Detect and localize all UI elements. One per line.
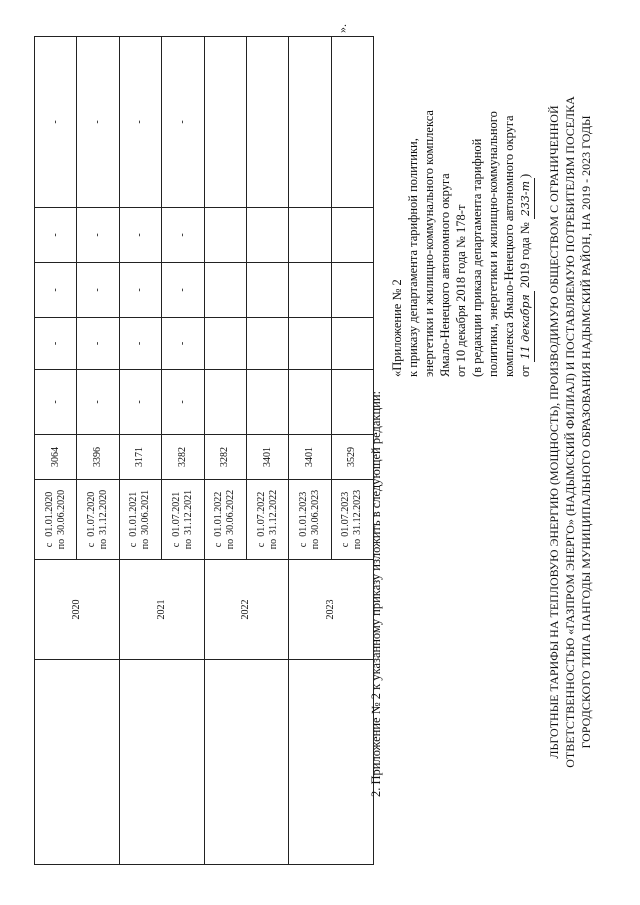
blank-cell xyxy=(289,660,374,865)
dash-cell xyxy=(204,208,246,263)
dash-cell xyxy=(289,37,331,208)
period-from xyxy=(213,480,225,559)
dash-cell xyxy=(289,208,331,263)
dash-cell xyxy=(331,37,373,208)
dash-cell xyxy=(204,37,246,208)
tariff-cell: 3401 xyxy=(246,435,288,480)
dash-cell: - xyxy=(162,263,204,318)
date-prefix: от xyxy=(518,365,532,377)
period-from xyxy=(256,480,268,559)
to-label: по xyxy=(98,538,110,550)
period-cell xyxy=(289,480,331,560)
table-row xyxy=(119,37,161,865)
title-line: ОТВЕТСТВЕННОСТЬЮ «ГАЗПРОМ ЭНЕРГО» (НАДЫМСКИЙ ФИЛИАЛ) И ПОСТАВЛЯЕМУЮ ПОТРЕБИТЕЛЯМ ПОСЕЛКА xyxy=(563,96,577,768)
dash-cell xyxy=(331,318,373,370)
table-row xyxy=(204,37,246,865)
dash-cell: - xyxy=(119,370,161,435)
dash-cell xyxy=(331,263,373,318)
year-cell: 2020 xyxy=(35,560,120,660)
to-label: по xyxy=(140,538,152,550)
from-date: 01.01.2022 xyxy=(213,491,225,537)
period-from xyxy=(44,480,56,559)
dash-cell: - xyxy=(77,263,119,318)
from-label: с xyxy=(43,542,55,548)
dash-cell: - xyxy=(35,318,77,370)
period-to xyxy=(140,480,152,559)
dash-cell xyxy=(246,370,288,435)
period-to xyxy=(98,480,110,559)
blank-cell xyxy=(35,660,120,865)
date-close: ) xyxy=(518,173,532,178)
appendix-line: к приказу департамента тарифной политики, xyxy=(406,138,420,377)
dash-cell xyxy=(204,263,246,318)
tariff-cell: 3529 xyxy=(331,435,373,480)
dash-cell: - xyxy=(162,37,204,208)
tariff-cell: 3064 xyxy=(35,435,77,480)
to-label: по xyxy=(309,538,321,550)
period-from xyxy=(298,480,310,559)
to-date: 30.06.2023 xyxy=(309,489,321,535)
dash-cell: - xyxy=(119,263,161,318)
from-date: 01.07.2020 xyxy=(86,491,98,537)
period-cell xyxy=(162,480,204,560)
dash-cell: - xyxy=(35,370,77,435)
dash-cell xyxy=(246,37,288,208)
period-from xyxy=(340,480,352,559)
from-label: с xyxy=(128,542,140,548)
from-label: с xyxy=(255,542,267,548)
appendix-line: Ямало-Ненецкого автономного округа xyxy=(438,173,452,377)
appendix-line: политики, энергетики и жилищно-коммунального xyxy=(486,111,500,377)
dash-cell: - xyxy=(77,37,119,208)
dash-cell xyxy=(289,370,331,435)
period-to xyxy=(268,480,280,559)
dash-cell: - xyxy=(162,208,204,263)
dash-cell xyxy=(246,208,288,263)
dash-cell: - xyxy=(35,263,77,318)
appendix-line: комплекса Ямало-Ненецкого автономного округа xyxy=(502,115,516,377)
tariff-cell: 3282 xyxy=(204,435,246,480)
dash-cell: - xyxy=(119,208,161,263)
title-line: ГОРОДСКОГО ТИПА ПАНГОДЫ МУНИЦИПАЛЬНОГО ОБРАЗОВАНИЯ НАДЫМСКИЙ РАЙОН, НА 2019 - 2023 ГОДЫ xyxy=(579,115,593,749)
from-label: с xyxy=(340,542,352,548)
dash-cell: - xyxy=(162,318,204,370)
dash-cell xyxy=(204,370,246,435)
period-cell xyxy=(77,480,119,560)
from-date: 01.07.2021 xyxy=(170,491,182,537)
period-to xyxy=(225,480,237,559)
appendix-line: от 10 декабря 2018 года № 178-т xyxy=(454,204,468,377)
from-label: с xyxy=(170,542,182,548)
to-date: 31.12.2023 xyxy=(352,489,364,535)
period-from xyxy=(128,480,140,559)
dash-cell xyxy=(246,318,288,370)
to-date: 30.06.2020 xyxy=(55,489,67,535)
year-cell: 2023 xyxy=(289,560,374,660)
from-label: с xyxy=(297,542,309,548)
tariff-cell: 3401 xyxy=(289,435,331,480)
closing-quote: ». xyxy=(335,24,349,33)
year-cell: 2021 xyxy=(119,560,204,660)
from-date: 01.07.2023 xyxy=(340,491,352,537)
period-from xyxy=(171,480,183,559)
period-from xyxy=(86,480,98,559)
to-label: по xyxy=(352,538,364,550)
from-date: 01.07.2022 xyxy=(255,491,267,537)
year-cell: 2022 xyxy=(204,560,289,660)
to-date: 30.06.2022 xyxy=(225,489,237,535)
to-label: по xyxy=(55,538,67,550)
amendment-intro: 2. Приложение № 2 к указанному приказу изложить в следующей редакции: xyxy=(369,391,383,797)
period-cell xyxy=(204,480,246,560)
period-cell xyxy=(35,480,77,560)
table-row xyxy=(289,37,331,865)
period-to xyxy=(352,480,364,559)
period-to xyxy=(310,480,322,559)
from-date: 01.01.2020 xyxy=(43,491,55,537)
dash-cell: - xyxy=(35,37,77,208)
dash-cell: - xyxy=(77,370,119,435)
title-line: ЛЬГОТНЫЕ ТАРИФЫ НА ТЕПЛОВУЮ ЭНЕРГИЮ (МОЩНОСТЬ), ПРОИЗВОДИМУЮ ОБЩЕСТВОМ С ОГРАНИЧЕННОЙ xyxy=(547,105,561,759)
from-label: с xyxy=(86,542,98,548)
from-label: с xyxy=(213,542,225,548)
from-date: 01.01.2021 xyxy=(128,491,140,537)
handwritten-number: 233-т xyxy=(518,178,535,219)
appendix-line: (в редакции приказа департамента тарифной xyxy=(470,138,484,377)
dash-cell xyxy=(331,208,373,263)
to-label: по xyxy=(267,538,279,550)
dash-cell: - xyxy=(119,37,161,208)
dash-cell xyxy=(289,318,331,370)
tariff-cell: 3282 xyxy=(162,435,204,480)
dash-cell xyxy=(204,318,246,370)
period-to xyxy=(56,480,68,559)
to-label: по xyxy=(225,538,237,550)
appendix-line: «Приложение № 2 xyxy=(390,279,404,377)
dash-cell: - xyxy=(162,370,204,435)
to-label: по xyxy=(182,538,194,550)
to-date: 31.12.2022 xyxy=(267,489,279,535)
table-row xyxy=(35,37,77,865)
appendix-date-line xyxy=(517,7,535,377)
tariff-table xyxy=(34,36,374,865)
dash-cell: - xyxy=(119,318,161,370)
dash-cell xyxy=(246,263,288,318)
blank-cell xyxy=(204,660,289,865)
tariff-cell: 3396 xyxy=(77,435,119,480)
from-date: 01.01.2023 xyxy=(297,491,309,537)
dash-cell xyxy=(289,263,331,318)
period-cell xyxy=(119,480,161,560)
appendix-line: энергетики и жилищно-коммунального комплекса xyxy=(422,110,436,377)
appendix-header xyxy=(389,7,535,377)
blank-cell xyxy=(119,660,204,865)
to-date: 30.06.2021 xyxy=(140,489,152,535)
dash-cell: - xyxy=(35,208,77,263)
document-title xyxy=(546,17,594,847)
dash-cell: - xyxy=(77,208,119,263)
tariff-cell: 3171 xyxy=(119,435,161,480)
to-date: 31.12.2020 xyxy=(98,489,110,535)
date-year: 2019 года № xyxy=(518,222,532,289)
period-to xyxy=(183,480,195,559)
period-cell xyxy=(246,480,288,560)
to-date: 31.12.2021 xyxy=(182,489,194,535)
handwritten-date: 11 декабря xyxy=(518,291,535,362)
dash-cell: - xyxy=(77,318,119,370)
